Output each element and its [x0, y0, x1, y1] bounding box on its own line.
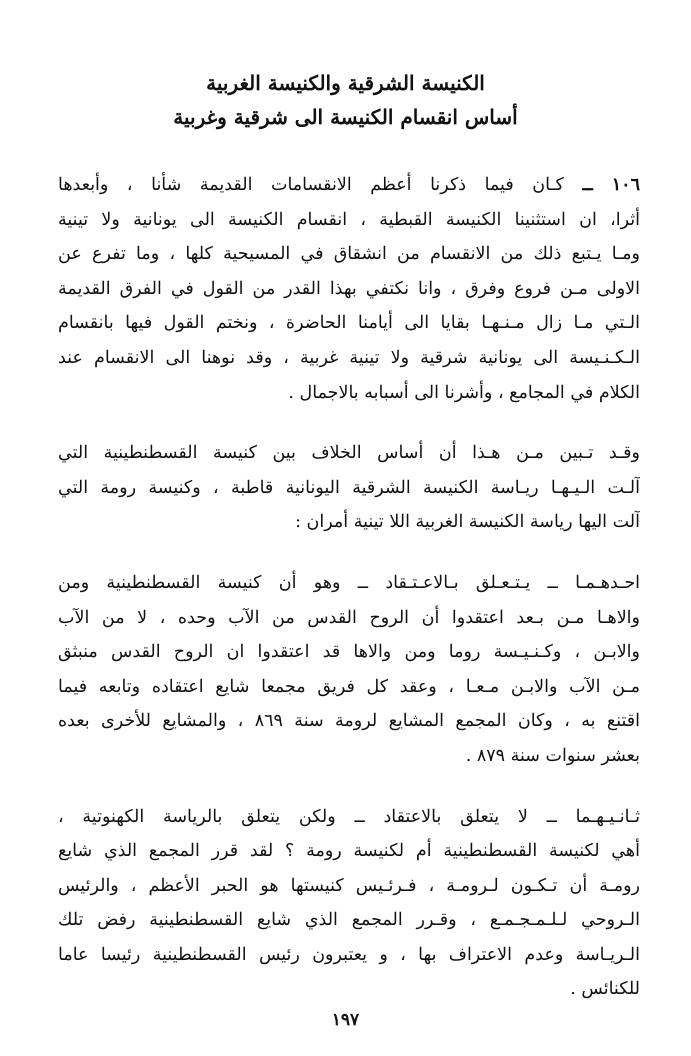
text-line: الاولى مـن فروع وفرق ، وانا نكتفي بهذا القدر من القول في الفرق القديمة — [58, 278, 640, 299]
text-line: والاهـا مـن بـعد اعتقدوا أن الروح القدس من الآب وحده ، لا من الآب — [58, 607, 640, 628]
text-line: اقتنع به ، وكان المجمع المشايع لرومة سنة ٨٦٩ ، والمشايع للأخرى بعده — [58, 711, 640, 732]
text-line: مـن الآب والابـن مـعـا ، وعقد كل فريق مجمعا شايع اعتقاده وتابعه فيما — [58, 676, 640, 697]
text-line: والابـن ، وكـنـيـسة روما ومن والاها قد اعتقدوا ان الروح القدس منبثق — [58, 642, 640, 663]
text-line: آلت اليها رياسة الكنيسة الغربية اللا تينية أمران : — [295, 512, 640, 533]
text-line: ١٠٦ ــ كـان فيما ذكرنا أعظم الانقسامات القديمة شأنا ، وأبعدها — [58, 175, 640, 195]
text-line: للكنائس . — [570, 979, 640, 1000]
text-line: الـتي مـا زال مـنـهـا بقايا الى أيامنا الحاضرة ، ونختم القول فيها بانقسام — [58, 313, 640, 334]
text-line: أثرا، ان استثنينا الكنيسة القبطية ، انقسام الكنيسة الى يونانية ولا تينية — [58, 209, 640, 230]
text-line: الـريـاسة وعدم الاعتراف بها ، و يعتبرون رئيس القسطنطينية رئيسا عاما — [58, 944, 640, 965]
chapter-heading — [60, 66, 631, 134]
chapter-title: الكنيسة الشرقية والكنيسة الغربية — [206, 71, 485, 95]
text-line: احـدهـمـا ــ يـتـعـلق بـالاعـتـقاد ــ وهو أن كنيسة القسطنطينية ومن — [58, 572, 640, 593]
section-subtitle: أساس انقسام الكنيسة الى شرقية وغربية — [173, 105, 518, 129]
body-text — [58, 168, 640, 1033]
text-line: آلـت الـيـهـا ريـاسة الكنيسة الشرقية اليونانية قاطبة ، وكنيسة رومة التي — [58, 477, 640, 498]
text-line: الـروحي لـلـمـجـمـع ، وقـرر المجمع الذي شايع القسطنطينية رفض تلك — [58, 910, 640, 931]
paragraph — [58, 566, 640, 774]
text-line: أهي لكنيسة القسطنطينية أم لكنيسة رومة ؟ لقد قرر المجمع الذي شايع — [58, 841, 640, 862]
text-line: بعشر سنوات سنة ٨٧٩ . — [465, 745, 640, 766]
paragraph — [58, 436, 640, 540]
text-line: الـكـنـيسة الى يونانية شرقية ولا تينية غربية ، وقد نوهنا الى الانقسام عند — [58, 347, 640, 368]
paragraph-106 — [58, 168, 640, 410]
text-line: رومـة أن تـكـون لـرومـة ، فـرئـيس كنيستها هو الحبر الأعظم ، والرئيس — [58, 875, 640, 896]
text-line: ثـانـيـهـما ــ لا يتعلق بالاعتقاد ــ ولكن يتعلق بالرياسة الكهنوتية ، — [58, 806, 640, 827]
page-number: ١٩٧ — [331, 1010, 360, 1030]
text-line: الكلام في المجامع ، وأشرنا الى أسبابه بالاجمال . — [288, 382, 640, 403]
text-line: ومـا يـتبع ذلك من الانقسام من انشقاق في المسيحية كلها ، وما تفرع عن — [58, 244, 640, 265]
paragraph-number: ١٠٦ ــ — [582, 175, 640, 195]
paragraph — [58, 800, 640, 1008]
text-line: وقـد تـبين مـن هـذا أن أساس الخلاف بين كنيسة القسطنطينية التي — [58, 443, 640, 464]
